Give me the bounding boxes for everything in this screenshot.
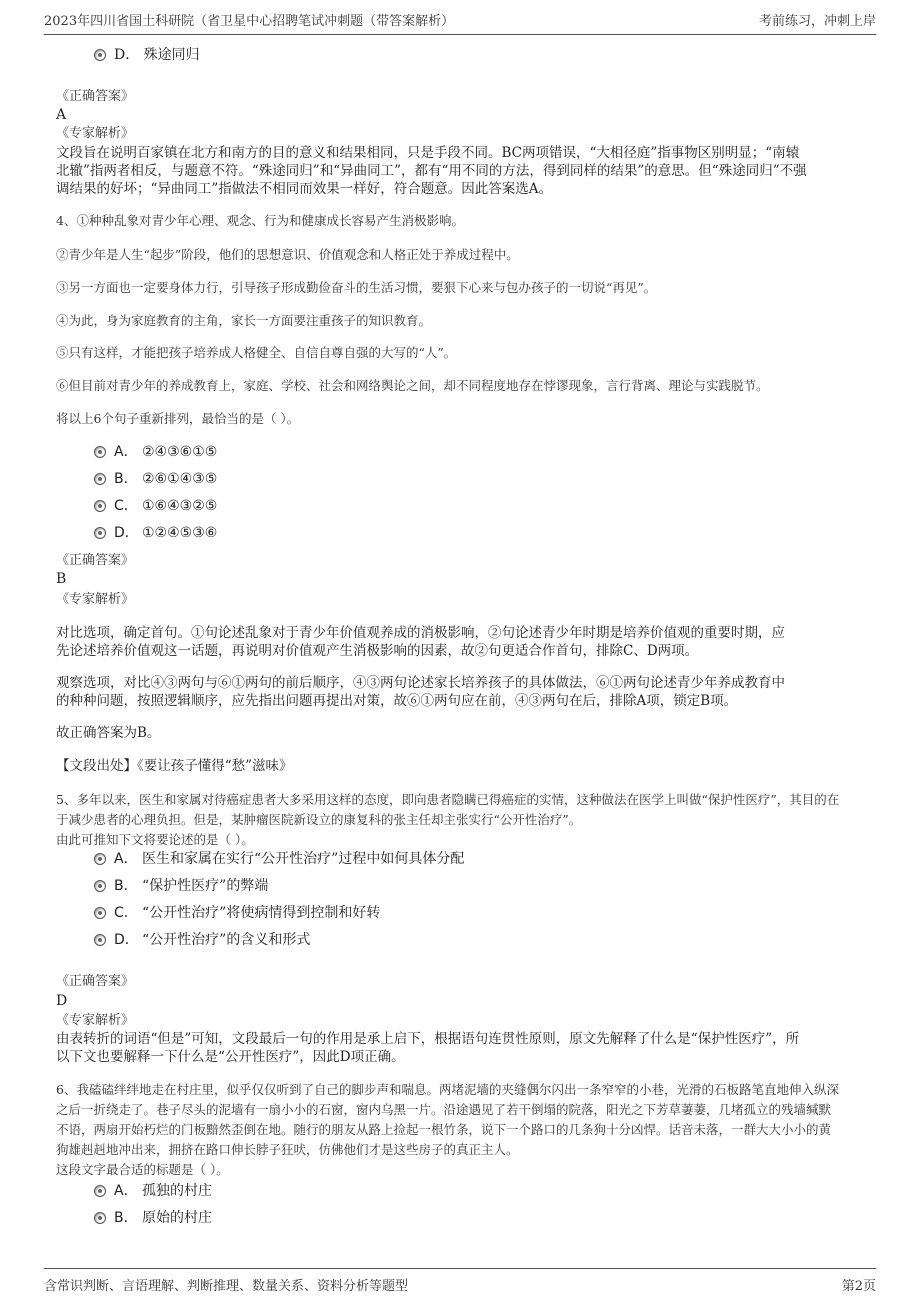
q3-analysis: 文段旨在说明百家镇在北方和南方的目的意义和结果相同，只是手段不同。BC两项错误，“大相径庭”指事物区别明显；“南辕 北辙”指两者相反，与题意不符。“殊途同归”和“异曲同工”，都有“用不同的方法，得到同样的结果”的意思。但“殊途同归”不强 调结果的好坏；“异曲同工”指做法不相同而效果一样好，符合题意。因此答案选A。 bbox=[56, 145, 807, 197]
q4-answer-label: 《正确答案》 bbox=[56, 553, 135, 568]
q5-option-b[interactable]: B． “保护性医疗”的弊端 bbox=[94, 875, 268, 897]
q4-question: 将以上6个句子重新排列，最恰当的是（ ）。 bbox=[56, 411, 300, 426]
q4-answer: B bbox=[56, 571, 67, 587]
q3-option-d[interactable]: D． 殊途同归 bbox=[94, 44, 200, 66]
q4-sentence-3: ③另一方面也一定要身体力行，引导孩子形成勤俭奋斗的生活习惯，要狠下心来与包办孩子的一切说“再见”。 bbox=[56, 280, 657, 295]
q4-sentence-4: ④为此，身为家庭教育的主角，家长一方面要注重孩子的知识教育。 bbox=[56, 313, 432, 328]
q4-sentence-6: ⑥但目前对青少年的养成教育上，家庭、学校、社会和网络舆论之间，却不同程度地存在悖谬现象，言行背离、理论与实践脱节。 bbox=[56, 378, 769, 393]
q5-answer: D bbox=[56, 993, 68, 1009]
radio-icon[interactable] bbox=[94, 907, 106, 919]
header-title: 2023年四川省国土科研院（省卫星中心招聘笔试冲刺题（带答案解析） bbox=[44, 14, 455, 29]
q4-sentence-5: ⑤只有这样，才能把孩子培养成人格健全、自信自尊自强的大写的“人”。 bbox=[56, 345, 457, 360]
radio-icon[interactable] bbox=[94, 49, 106, 61]
q5-answer-label: 《正确答案》 bbox=[56, 974, 135, 989]
q4-sentence-1: 4、①种种乱象对青少年心理、观念、行为和健康成长容易产生消极影响。 bbox=[56, 213, 464, 228]
radio-icon[interactable] bbox=[94, 500, 106, 512]
q4-option-a[interactable]: A． ②④③⑥①⑤ bbox=[94, 441, 217, 463]
radio-icon[interactable] bbox=[94, 1185, 106, 1197]
page-header bbox=[44, 0, 876, 35]
q5-analysis: 由表转折的词语“但是”可知，文段最后一句的作用是承上启下，根据语句连贯性原则，原文先解释了什么是“保护性医疗”，所 以下文也要解释一下什么是“公开性医疗”，因此D项正确。 bbox=[56, 1031, 800, 1065]
radio-icon[interactable] bbox=[94, 527, 106, 539]
radio-icon[interactable] bbox=[94, 1212, 106, 1224]
q4-sentence-2: ②青少年是人生“起步”阶段，他们的思想意识、价值观念和人格正处于养成过程中。 bbox=[56, 247, 519, 262]
footer-note: 含常识判断、言语理解、判断推理、数量关系、资料分析等题型 bbox=[44, 1279, 409, 1294]
q5-option-c[interactable]: C． “公开性治疗”将使病情得到控制和好转 bbox=[94, 902, 380, 924]
radio-icon[interactable] bbox=[94, 853, 106, 865]
q3-analysis-label: 《专家解析》 bbox=[56, 126, 135, 141]
q4-option-d[interactable]: D． ①②④⑤③⑥ bbox=[94, 522, 217, 544]
radio-icon[interactable] bbox=[94, 880, 106, 892]
radio-icon[interactable] bbox=[94, 473, 106, 485]
q6-option-b[interactable]: B． 原始的村庄 bbox=[94, 1207, 212, 1229]
q5-option-d[interactable]: D． “公开性治疗”的含义和形式 bbox=[94, 929, 310, 951]
header-slogan: 考前练习，冲刺上岸 bbox=[758, 14, 876, 29]
q4-option-b[interactable]: B． ②⑥①④③⑤ bbox=[94, 468, 217, 490]
page-footer bbox=[44, 1268, 876, 1303]
q6-option-a[interactable]: A． 孤独的村庄 bbox=[94, 1180, 212, 1202]
q4-analysis-p2: 观察选项，对比④③两句与⑥①两句的前后顺序，④③两句论述家长培养孩子的具体做法，⑥①两句论述青少年养成教育中 的种种问题，按照逻辑顺序，应先指出问题再提出对策，故⑥①两句应在前，④③两句在后，排除A项，锁定B项。 bbox=[56, 675, 785, 709]
q3-answer: A bbox=[56, 107, 67, 123]
page-number: 第2页 bbox=[841, 1279, 876, 1294]
q5-stem: 5、多年以来，医生和家属对待癌症患者大多采用这样的态度，即向患者隐瞒已得癌症的实情，这种做法在医学上叫做“保护性医疗”，其目的在 于减少患者的心理负担。但是，某肿瘤医院新设立的康复科的张主任却主张实行“公开性治疗”。 由此可推知下文将要论述的是（ ）。 bbox=[56, 792, 840, 847]
q6-stem: 6、我磕磕绊绊地走在村庄里，似乎仅仅听到了自己的脚步声和喘息。两堵泥墙的夹缝偶尔闪出一条窄窄的小巷，光滑的石板路笔直地伸入纵深 之后一折绕走了。巷子尽头的泥墙有一扇小小的石窗，窗内乌黑一片。沿途遇见了若干倒塌的院落，阳光之下芳草萋萋，几堵孤立的残墙缄默 不语，两扇开始朽烂的门板黯然歪倒在地。随行的朋友从路上捡起一根竹条，说下一个路口的几条狗十分凶悍。话音未落，一群大大小小的黄 狗雄赳赳地冲出来，拥挤在路口伸长脖子狂吠，仿佛他们才是这些房子的真正主人。 这段文字最合适的标题是（ ）。 bbox=[56, 1082, 839, 1177]
q4-analysis-p1: 对比选项，确定首句。①句论述乱象对于青少年价值观养成的消极影响，②句论述青少年时期是培养价值观的重要时期，应 先论述培养价值观这一话题，再说明对价值观产生消极影响的因素，故②句更适合作首句，排除C、D两项。 bbox=[56, 625, 785, 659]
q4-analysis-label: 《专家解析》 bbox=[56, 592, 135, 607]
radio-icon[interactable] bbox=[94, 446, 106, 458]
radio-icon[interactable] bbox=[94, 934, 106, 946]
q3-answer-label: 《正确答案》 bbox=[56, 89, 135, 104]
q4-source: 【文段出处】《要让孩子懂得“愁”滋味》 bbox=[56, 758, 293, 774]
q4-analysis-p3: 故正确答案为B。 bbox=[56, 725, 161, 741]
q5-analysis-label: 《专家解析》 bbox=[56, 1013, 135, 1028]
q4-option-c[interactable]: C． ①⑥④③②⑤ bbox=[94, 495, 217, 517]
q5-option-a[interactable]: A． 医生和家属在实行“公开性治疗”过程中如何具体分配 bbox=[94, 848, 464, 870]
